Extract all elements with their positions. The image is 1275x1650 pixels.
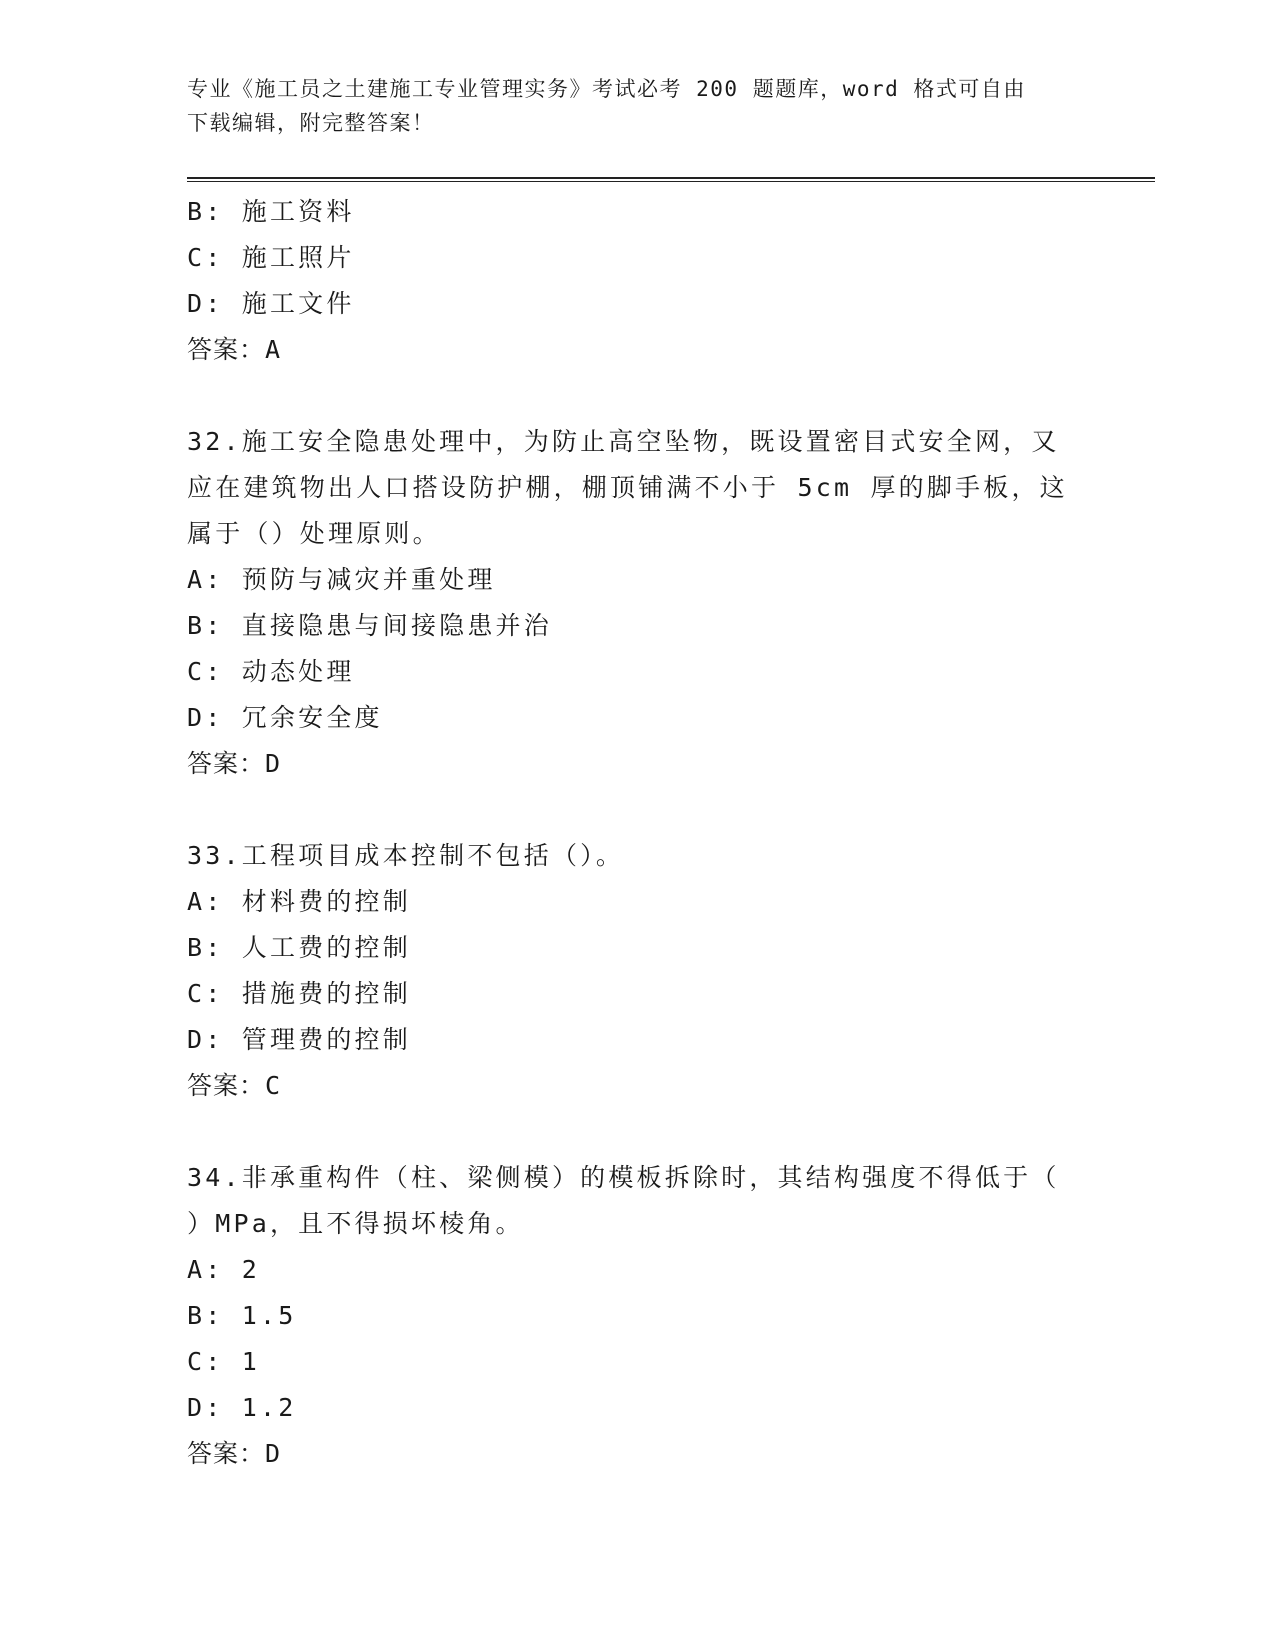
question-list xyxy=(187,189,1087,1477)
question-33 xyxy=(187,833,1087,1109)
option-b: B: 直接隐患与间接隐患并治 xyxy=(187,611,552,640)
question-31 xyxy=(187,189,1087,373)
option-a: A: 预防与减灾并重处理 xyxy=(187,565,496,594)
question-stem-line: 32.施工安全隐患处理中，为防止高空坠物，既设置密目式安全网，又 xyxy=(187,427,1060,456)
option-d: D: 施工文件 xyxy=(187,289,355,318)
header-divider xyxy=(187,177,1155,182)
header-title-line-1: 专业《施工员之土建施工专业管理实务》考试必考 200 题题库，word 格式可自由 xyxy=(187,77,1026,101)
option-d: D: 冗余安全度 xyxy=(187,703,383,732)
option-c: C: 施工照片 xyxy=(187,243,355,272)
option-c: C: 动态处理 xyxy=(187,657,355,686)
option-b: B: 施工资料 xyxy=(187,197,355,226)
question-stem-line: 34.非承重构件（柱、梁侧模）的模板拆除时，其结构强度不得低于（ xyxy=(187,1163,1060,1192)
option-c: C: 措施费的控制 xyxy=(187,979,411,1008)
option-d: D: 管理费的控制 xyxy=(187,1025,411,1054)
header-title-line-2: 下载编辑，附完整答案！ xyxy=(187,111,435,135)
answer: 答案：C xyxy=(187,1071,282,1100)
answer: 答案：D xyxy=(187,749,282,778)
option-b: B: 1.5 xyxy=(187,1301,297,1330)
option-d: D: 1.2 xyxy=(187,1393,297,1422)
question-stem-line: 33.工程项目成本控制不包括（）。 xyxy=(187,841,625,870)
question-stem-line: 属于（）处理原则。 xyxy=(187,519,441,548)
question-32 xyxy=(187,419,1087,787)
spacer xyxy=(187,787,1087,833)
option-b: B: 人工费的控制 xyxy=(187,933,411,962)
spacer xyxy=(187,1109,1087,1155)
question-stem-line: ）MPa，且不得损坏棱角。 xyxy=(187,1209,524,1238)
answer: 答案：A xyxy=(187,335,282,364)
spacer xyxy=(187,373,1087,419)
option-c: C: 1 xyxy=(187,1347,261,1376)
question-stem-line: 应在建筑物出人口搭设防护棚，棚顶铺满不小于 5cm 厚的脚手板，这 xyxy=(187,473,1068,502)
option-a: A: 2 xyxy=(187,1255,261,1284)
question-34 xyxy=(187,1155,1087,1477)
option-a: A: 材料费的控制 xyxy=(187,887,411,916)
answer: 答案：D xyxy=(187,1439,282,1468)
document-header xyxy=(187,72,1087,140)
